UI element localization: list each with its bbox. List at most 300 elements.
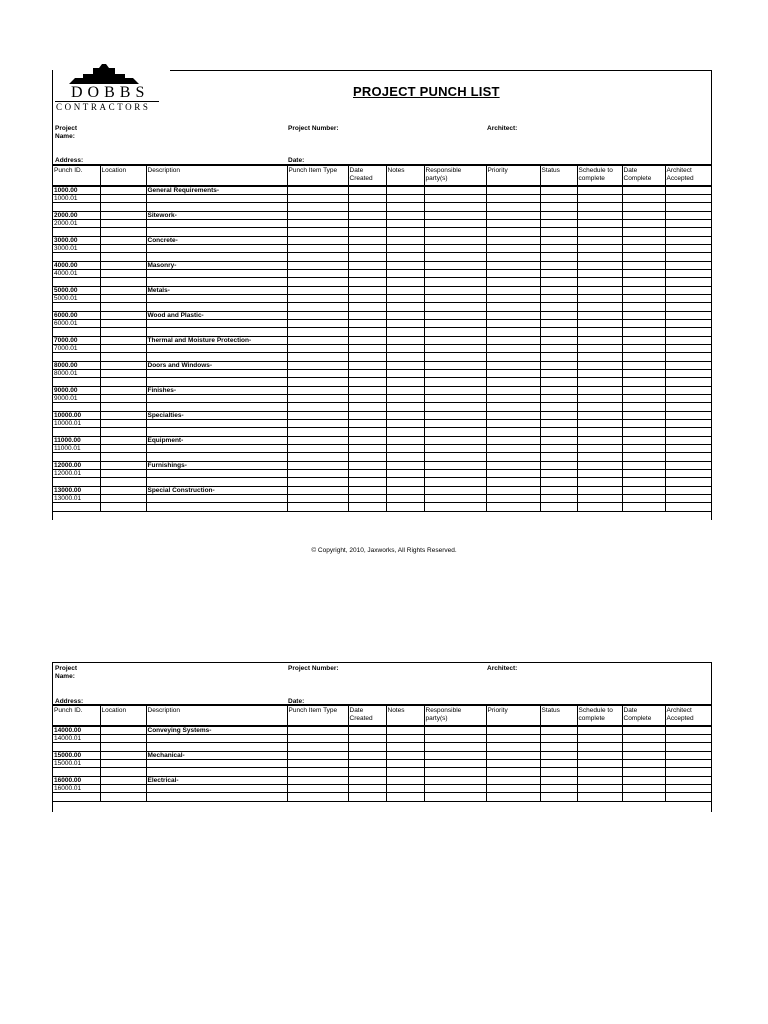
table-cell[interactable] [540, 228, 577, 237]
table-cell[interactable] [100, 212, 146, 220]
table-cell[interactable] [577, 478, 622, 487]
table-cell[interactable] [486, 195, 540, 203]
table-cell[interactable] [146, 470, 287, 478]
table-cell[interactable] [386, 743, 424, 752]
table-cell[interactable] [146, 253, 287, 262]
table-cell[interactable] [386, 403, 424, 412]
table-cell[interactable] [100, 253, 146, 262]
table-cell[interactable] [348, 487, 386, 495]
table-cell[interactable] [287, 345, 348, 353]
table-cell[interactable] [540, 487, 577, 495]
table-cell[interactable] [386, 220, 424, 228]
table-cell[interactable] [100, 478, 146, 487]
table-cell[interactable] [424, 212, 486, 220]
punch-id[interactable]: 7000.00 [53, 337, 100, 345]
table-cell[interactable] [386, 495, 424, 503]
table-cell[interactable] [577, 245, 622, 253]
table-cell[interactable] [348, 212, 386, 220]
table-cell[interactable] [287, 445, 348, 453]
table-cell[interactable] [424, 462, 486, 470]
table-cell[interactable] [100, 503, 146, 512]
table-cell[interactable] [348, 437, 386, 445]
table-cell[interactable] [146, 328, 287, 337]
table-cell[interactable] [622, 378, 665, 387]
table-cell[interactable] [577, 220, 622, 228]
table-cell[interactable] [577, 387, 622, 395]
table-cell[interactable] [665, 362, 711, 370]
table-cell[interactable] [486, 793, 540, 802]
table-cell[interactable] [287, 470, 348, 478]
table-cell[interactable] [577, 793, 622, 802]
table-cell[interactable] [100, 337, 146, 345]
table-cell[interactable] [100, 462, 146, 470]
table-cell[interactable] [386, 353, 424, 362]
table-cell[interactable] [348, 328, 386, 337]
table-cell[interactable] [665, 387, 711, 395]
punch-id[interactable]: 2000.00 [53, 212, 100, 220]
table-cell[interactable] [348, 312, 386, 320]
table-cell[interactable] [622, 726, 665, 735]
table-cell[interactable] [287, 212, 348, 220]
punch-sub-id[interactable]: 3000.01 [53, 245, 100, 253]
table-cell[interactable] [53, 793, 100, 802]
table-cell[interactable] [424, 287, 486, 295]
table-cell[interactable] [386, 726, 424, 735]
table-cell[interactable] [386, 412, 424, 420]
section-description[interactable]: Thermal and Moisture Protection- [146, 337, 287, 345]
table-cell[interactable] [577, 420, 622, 428]
section-description[interactable]: Doors and Windows- [146, 362, 287, 370]
table-cell[interactable] [540, 752, 577, 760]
table-cell[interactable] [622, 295, 665, 303]
table-cell[interactable] [577, 378, 622, 387]
table-cell[interactable] [348, 337, 386, 345]
table-cell[interactable] [348, 503, 386, 512]
table-cell[interactable] [348, 462, 386, 470]
table-cell[interactable] [100, 270, 146, 278]
table-cell[interactable] [100, 487, 146, 495]
table-cell[interactable] [486, 785, 540, 793]
table-cell[interactable] [665, 437, 711, 445]
table-cell[interactable] [486, 353, 540, 362]
table-cell[interactable] [424, 253, 486, 262]
table-cell[interactable] [665, 245, 711, 253]
table-cell[interactable] [424, 445, 486, 453]
table-cell[interactable] [100, 370, 146, 378]
table-cell[interactable] [146, 203, 287, 212]
table-cell[interactable] [146, 378, 287, 387]
table-cell[interactable] [348, 353, 386, 362]
table-cell[interactable] [146, 395, 287, 403]
table-cell[interactable] [424, 437, 486, 445]
table-cell[interactable] [53, 303, 100, 312]
table-cell[interactable] [622, 195, 665, 203]
table-cell[interactable] [100, 445, 146, 453]
table-cell[interactable] [348, 237, 386, 245]
table-cell[interactable] [53, 768, 100, 777]
table-cell[interactable] [348, 743, 386, 752]
table-cell[interactable] [540, 470, 577, 478]
table-cell[interactable] [424, 303, 486, 312]
section-description[interactable]: Masonry- [146, 262, 287, 270]
punch-id[interactable]: 4000.00 [53, 262, 100, 270]
table-cell[interactable] [424, 495, 486, 503]
table-cell[interactable] [100, 387, 146, 395]
table-cell[interactable] [665, 478, 711, 487]
table-cell[interactable] [540, 212, 577, 220]
table-cell[interactable] [622, 253, 665, 262]
punch-sub-id[interactable]: 16000.01 [53, 785, 100, 793]
table-cell[interactable] [665, 777, 711, 785]
table-cell[interactable] [146, 353, 287, 362]
table-cell[interactable] [348, 303, 386, 312]
punch-sub-id[interactable]: 10000.01 [53, 420, 100, 428]
punch-id[interactable]: 13000.00 [53, 487, 100, 495]
table-cell[interactable] [287, 362, 348, 370]
table-cell[interactable] [577, 195, 622, 203]
table-cell[interactable] [100, 453, 146, 462]
table-cell[interactable] [287, 353, 348, 362]
table-cell[interactable] [100, 362, 146, 370]
table-cell[interactable] [665, 420, 711, 428]
table-cell[interactable] [287, 303, 348, 312]
table-cell[interactable] [540, 362, 577, 370]
table-cell[interactable] [486, 735, 540, 743]
table-cell[interactable] [53, 478, 100, 487]
table-cell[interactable] [424, 760, 486, 768]
table-cell[interactable] [424, 228, 486, 237]
table-cell[interactable] [287, 420, 348, 428]
table-cell[interactable] [146, 420, 287, 428]
section-description[interactable]: Equipment- [146, 437, 287, 445]
section-description[interactable]: Specialties- [146, 412, 287, 420]
table-cell[interactable] [287, 295, 348, 303]
table-cell[interactable] [348, 370, 386, 378]
table-cell[interactable] [540, 768, 577, 777]
table-cell[interactable] [348, 345, 386, 353]
table-cell[interactable] [100, 278, 146, 287]
table-cell[interactable] [540, 428, 577, 437]
table-cell[interactable] [100, 195, 146, 203]
table-cell[interactable] [348, 387, 386, 395]
table-cell[interactable] [486, 203, 540, 212]
table-cell[interactable] [424, 362, 486, 370]
table-cell[interactable] [577, 362, 622, 370]
table-cell[interactable] [386, 735, 424, 743]
table-cell[interactable] [348, 362, 386, 370]
table-cell[interactable] [486, 228, 540, 237]
table-cell[interactable] [386, 478, 424, 487]
table-cell[interactable] [540, 445, 577, 453]
table-cell[interactable] [100, 726, 146, 735]
table-cell[interactable] [100, 295, 146, 303]
table-cell[interactable] [348, 186, 386, 195]
table-cell[interactable] [486, 403, 540, 412]
table-cell[interactable] [348, 395, 386, 403]
table-cell[interactable] [386, 470, 424, 478]
punch-sub-id[interactable]: 12000.01 [53, 470, 100, 478]
table-cell[interactable] [486, 362, 540, 370]
table-cell[interactable] [622, 362, 665, 370]
table-cell[interactable] [386, 760, 424, 768]
table-cell[interactable] [424, 752, 486, 760]
table-cell[interactable] [577, 768, 622, 777]
table-cell[interactable] [386, 362, 424, 370]
table-cell[interactable] [287, 768, 348, 777]
table-cell[interactable] [622, 445, 665, 453]
table-cell[interactable] [424, 270, 486, 278]
table-cell[interactable] [540, 462, 577, 470]
table-cell[interactable] [486, 743, 540, 752]
table-cell[interactable] [577, 186, 622, 195]
table-cell[interactable] [540, 203, 577, 212]
table-cell[interactable] [486, 345, 540, 353]
table-cell[interactable] [287, 337, 348, 345]
table-cell[interactable] [424, 785, 486, 793]
table-cell[interactable] [424, 237, 486, 245]
table-cell[interactable] [577, 752, 622, 760]
table-cell[interactable] [146, 195, 287, 203]
table-cell[interactable] [287, 777, 348, 785]
table-cell[interactable] [287, 412, 348, 420]
table-cell[interactable] [100, 345, 146, 353]
table-cell[interactable] [100, 768, 146, 777]
table-cell[interactable] [100, 245, 146, 253]
table-cell[interactable] [486, 295, 540, 303]
table-cell[interactable] [486, 262, 540, 270]
table-cell[interactable] [53, 503, 100, 512]
table-cell[interactable] [486, 420, 540, 428]
table-cell[interactable] [540, 785, 577, 793]
table-cell[interactable] [146, 270, 287, 278]
table-cell[interactable] [53, 428, 100, 437]
table-cell[interactable] [100, 495, 146, 503]
table-cell[interactable] [577, 395, 622, 403]
table-cell[interactable] [287, 743, 348, 752]
table-cell[interactable] [622, 503, 665, 512]
table-cell[interactable] [540, 370, 577, 378]
table-cell[interactable] [386, 245, 424, 253]
table-cell[interactable] [622, 287, 665, 295]
table-cell[interactable] [577, 295, 622, 303]
table-cell[interactable] [287, 462, 348, 470]
table-cell[interactable] [348, 785, 386, 793]
table-cell[interactable] [486, 270, 540, 278]
table-cell[interactable] [665, 203, 711, 212]
table-cell[interactable] [486, 253, 540, 262]
table-cell[interactable] [146, 228, 287, 237]
table-cell[interactable] [486, 186, 540, 195]
table-cell[interactable] [540, 195, 577, 203]
section-description[interactable]: Wood and Plastic- [146, 312, 287, 320]
table-cell[interactable] [386, 195, 424, 203]
table-cell[interactable] [665, 270, 711, 278]
table-cell[interactable] [577, 262, 622, 270]
table-cell[interactable] [622, 478, 665, 487]
table-cell[interactable] [287, 312, 348, 320]
table-cell[interactable] [424, 777, 486, 785]
table-cell[interactable] [287, 262, 348, 270]
table-cell[interactable] [348, 403, 386, 412]
table-cell[interactable] [577, 428, 622, 437]
table-cell[interactable] [146, 303, 287, 312]
table-cell[interactable] [386, 752, 424, 760]
table-cell[interactable] [622, 387, 665, 395]
table-cell[interactable] [424, 387, 486, 395]
table-cell[interactable] [53, 228, 100, 237]
table-cell[interactable] [540, 503, 577, 512]
section-description[interactable]: Metals- [146, 287, 287, 295]
table-cell[interactable] [486, 487, 540, 495]
table-cell[interactable] [348, 220, 386, 228]
table-cell[interactable] [386, 212, 424, 220]
table-cell[interactable] [486, 428, 540, 437]
table-cell[interactable] [386, 186, 424, 195]
punch-id[interactable]: 9000.00 [53, 387, 100, 395]
table-cell[interactable] [665, 370, 711, 378]
table-cell[interactable] [424, 370, 486, 378]
table-cell[interactable] [348, 752, 386, 760]
table-cell[interactable] [665, 220, 711, 228]
table-cell[interactable] [287, 726, 348, 735]
table-cell[interactable] [146, 478, 287, 487]
table-cell[interactable] [577, 287, 622, 295]
table-cell[interactable] [386, 320, 424, 328]
table-cell[interactable] [665, 743, 711, 752]
table-cell[interactable] [540, 777, 577, 785]
table-cell[interactable] [100, 328, 146, 337]
table-cell[interactable] [486, 370, 540, 378]
table-cell[interactable] [424, 453, 486, 462]
table-cell[interactable] [486, 237, 540, 245]
table-cell[interactable] [53, 743, 100, 752]
table-cell[interactable] [665, 295, 711, 303]
table-cell[interactable] [577, 337, 622, 345]
table-cell[interactable] [665, 495, 711, 503]
table-cell[interactable] [424, 203, 486, 212]
table-cell[interactable] [146, 295, 287, 303]
section-description[interactable]: Special Construction- [146, 487, 287, 495]
table-cell[interactable] [424, 245, 486, 253]
table-cell[interactable] [486, 312, 540, 320]
table-cell[interactable] [622, 428, 665, 437]
table-cell[interactable] [146, 785, 287, 793]
table-cell[interactable] [665, 403, 711, 412]
table-cell[interactable] [348, 478, 386, 487]
table-cell[interactable] [287, 370, 348, 378]
table-cell[interactable] [622, 760, 665, 768]
table-cell[interactable] [540, 320, 577, 328]
table-cell[interactable] [540, 412, 577, 420]
table-cell[interactable] [622, 462, 665, 470]
table-cell[interactable] [540, 328, 577, 337]
table-cell[interactable] [486, 726, 540, 735]
table-cell[interactable] [146, 768, 287, 777]
table-cell[interactable] [622, 470, 665, 478]
table-cell[interactable] [577, 403, 622, 412]
table-cell[interactable] [486, 278, 540, 287]
table-cell[interactable] [486, 437, 540, 445]
table-cell[interactable] [287, 195, 348, 203]
table-cell[interactable] [486, 445, 540, 453]
table-cell[interactable] [486, 495, 540, 503]
punch-id[interactable]: 8000.00 [53, 362, 100, 370]
table-cell[interactable] [665, 445, 711, 453]
table-cell[interactable] [622, 495, 665, 503]
table-cell[interactable] [146, 320, 287, 328]
table-cell[interactable] [665, 328, 711, 337]
table-cell[interactable] [348, 295, 386, 303]
table-cell[interactable] [486, 768, 540, 777]
table-cell[interactable] [665, 760, 711, 768]
table-cell[interactable] [424, 195, 486, 203]
table-cell[interactable] [100, 220, 146, 228]
table-cell[interactable] [287, 503, 348, 512]
table-cell[interactable] [577, 726, 622, 735]
punch-id[interactable]: 16000.00 [53, 777, 100, 785]
table-cell[interactable] [424, 337, 486, 345]
table-cell[interactable] [146, 428, 287, 437]
table-cell[interactable] [287, 735, 348, 743]
punch-sub-id[interactable]: 9000.01 [53, 395, 100, 403]
table-cell[interactable] [486, 387, 540, 395]
table-cell[interactable] [665, 337, 711, 345]
table-cell[interactable] [540, 295, 577, 303]
table-cell[interactable] [577, 735, 622, 743]
punch-sub-id[interactable]: 2000.01 [53, 220, 100, 228]
table-cell[interactable] [665, 228, 711, 237]
table-cell[interactable] [665, 278, 711, 287]
table-cell[interactable] [622, 186, 665, 195]
punch-id[interactable]: 10000.00 [53, 412, 100, 420]
table-cell[interactable] [348, 793, 386, 802]
table-cell[interactable] [146, 445, 287, 453]
punch-sub-id[interactable]: 4000.01 [53, 270, 100, 278]
table-cell[interactable] [577, 445, 622, 453]
table-cell[interactable] [348, 278, 386, 287]
punch-sub-id[interactable]: 11000.01 [53, 445, 100, 453]
table-cell[interactable] [622, 370, 665, 378]
table-cell[interactable] [486, 470, 540, 478]
table-cell[interactable] [540, 220, 577, 228]
punch-sub-id[interactable]: 6000.01 [53, 320, 100, 328]
punch-sub-id[interactable]: 13000.01 [53, 495, 100, 503]
table-cell[interactable] [386, 428, 424, 437]
table-cell[interactable] [386, 270, 424, 278]
table-cell[interactable] [486, 760, 540, 768]
table-cell[interactable] [386, 337, 424, 345]
table-cell[interactable] [100, 437, 146, 445]
table-cell[interactable] [386, 437, 424, 445]
punch-sub-id[interactable]: 1000.01 [53, 195, 100, 203]
table-cell[interactable] [287, 785, 348, 793]
table-cell[interactable] [665, 312, 711, 320]
table-cell[interactable] [287, 403, 348, 412]
table-cell[interactable] [287, 487, 348, 495]
section-description[interactable]: General Requirements- [146, 186, 287, 195]
punch-sub-id[interactable]: 7000.01 [53, 345, 100, 353]
punch-id[interactable]: 5000.00 [53, 287, 100, 295]
table-cell[interactable] [486, 220, 540, 228]
table-cell[interactable] [386, 453, 424, 462]
table-cell[interactable] [665, 462, 711, 470]
table-cell[interactable] [577, 203, 622, 212]
table-cell[interactable] [100, 320, 146, 328]
table-cell[interactable] [287, 387, 348, 395]
table-cell[interactable] [622, 752, 665, 760]
table-cell[interactable] [665, 785, 711, 793]
table-cell[interactable] [386, 445, 424, 453]
